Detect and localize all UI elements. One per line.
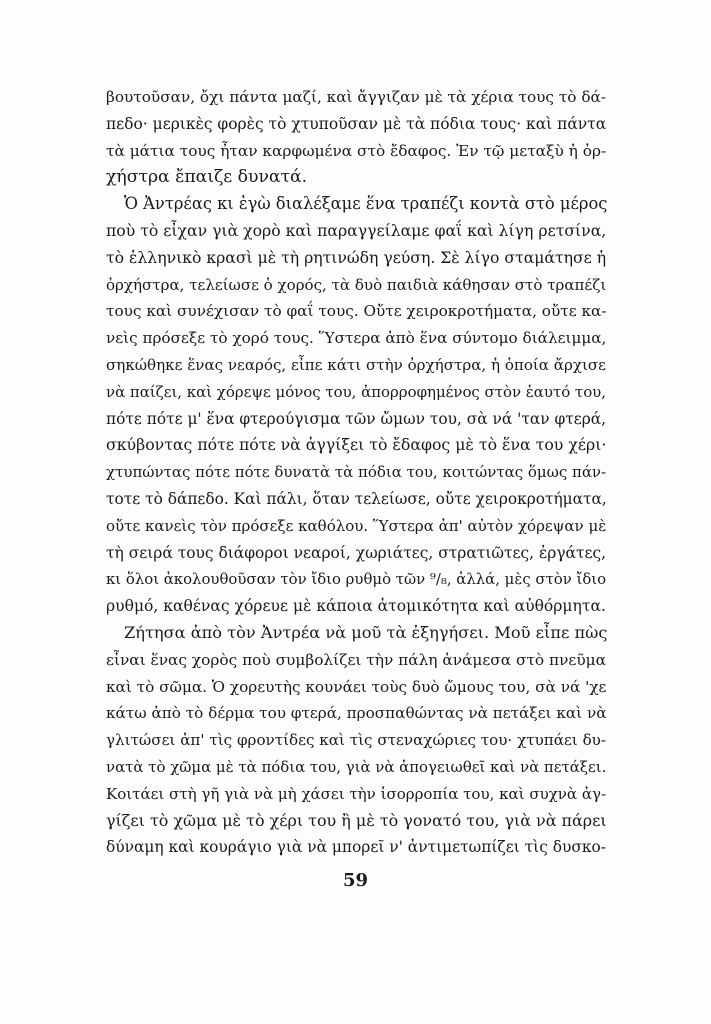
text-line: σκύβοντας πότε πότε νὰ ἀγγίξει τὸ ἔδαφος μὲ τὸ ἕνα του χέρι· <box>106 435 607 455</box>
text-line: Ζήτησα ἀπὸ τὸν Ἀντρέα νὰ μοῦ τὰ ἐξηγήσει. Μοῦ εἶπε πὼς <box>124 622 608 642</box>
text-line: ὀρχήστρα, τελείωσε ὁ χορός, τὰ δυὸ παιδιὰ κάθησαν στὸ τραπέζι <box>106 275 607 294</box>
text-line: οὔτε κανεὶς τὸν πρόσεξε καθόλου. Ὕστερα ἀπ' αὐτὸν χόρεψαν μὲ <box>106 516 607 535</box>
text-line: Ὁ Ἀντρέας κι ἐγὼ διαλέξαμε ἕνα τραπέζι κοντὰ στὸ μέρος <box>124 194 608 214</box>
text-line: εἶναι ἕνας χορὸς ποὺ συμβολίζει τὴν πάλη ἀνάμεσα στὸ πνεῦμα <box>106 650 606 669</box>
text-line: δύναμη καὶ κουράγιο γιὰ νὰ μπορεῖ ν' ἀντιμετωπίζει τὶς δυσκο- <box>106 838 606 857</box>
text-line: ποὺ τὸ εἶχαν γιὰ χορὸ καὶ παραγγείλαμε φαΐ καὶ λίγη ρετσίνα, <box>106 220 607 240</box>
text-line: τοτε τὸ δάπεδο. Καὶ πάλι, ὅταν τελείωσε, οὔτε χειροκροτήματα, <box>106 489 607 508</box>
text-line: καὶ τὸ σῶμα. Ὁ χορευτὴς κουνάει τοὺς δυὸ ὤμους του, σὰ νά 'χε <box>106 677 607 696</box>
page-number: 59 <box>342 870 369 891</box>
text-line: χήστρα ἔπαιζε δυνατά. <box>106 167 308 188</box>
text-line: νατὰ τὸ χῶμα μὲ τὰ πόδια του, γιὰ νὰ ἀπογειωθεῖ καὶ νὰ πετάξει. <box>106 757 607 776</box>
text-line: Κοιτάει στὴ γῆ γιὰ νὰ μὴ χάσει τὴν ἰσορροπία του, καὶ συχνὰ ἀγ- <box>106 784 607 803</box>
text-line: κι ὅλοι ἀκολουθοῦσαν τὸν ἴδιο ρυθμὸ τῶν ⁹/₈, ἀλλά, μὲς στὸν ἴδιο <box>106 570 607 589</box>
text-line: τὰ μάτια τους ἦταν καρφωμένα στὸ ἔδαφος. Ἐν τῷ μεταξὺ ἡ ὀρ- <box>106 141 607 160</box>
text-line: χτυπώντας πότε πότε δυνατὰ τὰ πόδια του, κοιτώντας ὅμως πάν- <box>106 463 607 482</box>
text-line: κάτω ἀπὸ τὸ δέρμα του φτερά, προσπαθώντας νὰ πετάξει καὶ νὰ <box>106 704 607 723</box>
text-line: τους καὶ συνέχισαν τὸ φαΐ τους. Οὔτε χειροκροτήματα, οὔτε κα- <box>106 302 607 321</box>
text-line: πεδο· μερικὲς φορὲς τὸ χτυποῦσαν μὲ τὰ πόδια τους· καὶ πάντα <box>106 114 607 133</box>
text-line: νεὶς πρόσεξε τὸ χορό τους. Ὕστερα ἀπὸ ἕνα σύντομο διάλειμμα, <box>106 329 607 348</box>
body-text <box>106 84 606 861</box>
text-line: σηκώθηκε ἕνας νεαρός, εἶπε κάτι στὴν ὀρχήστρα, ἡ ὁποία ἄρχισε <box>106 355 606 374</box>
text-line: νὰ παίζει, καὶ χόρεψε μόνος του, ἀπορροφημένος στὸν ἑαυτό του, <box>106 382 606 401</box>
text-line: γίζει τὸ χῶμα μὲ τὸ χέρι του ἢ μὲ τὸ γονατό του, γιὰ νὰ πάρει <box>106 810 607 830</box>
text-line: τὸ ἑλληνικὸ κρασὶ μὲ τὴ ρητινώδη γεύση. Σὲ λίγο σταμάτησε ἡ <box>106 247 607 267</box>
text-line: τὴ σειρά τους διάφοροι νεαροί, χωριάτες, στρατιῶτες, ἐργάτες, <box>106 543 607 562</box>
text-line: βουτοῦσαν, ὄχι πάντα μαζί, καὶ ἄγγιζαν μὲ τὰ χέρια τους τὸ δά- <box>106 88 606 106</box>
text-line: γλιτώσει ἀπ' τὶς φροντίδες καὶ τὶς στεναχώριες του· χτυπάει δυ- <box>106 731 606 750</box>
text-line: ρυθμό, καθένας χόρευε μὲ κάποια ἀτομικότητα καὶ αὐθόρμητα. <box>106 597 606 616</box>
text-line: πότε πότε μ' ἕνα φτερούγισμα τῶν ὤμων του, σὰ νά 'ταν φτερά, <box>106 409 607 428</box>
